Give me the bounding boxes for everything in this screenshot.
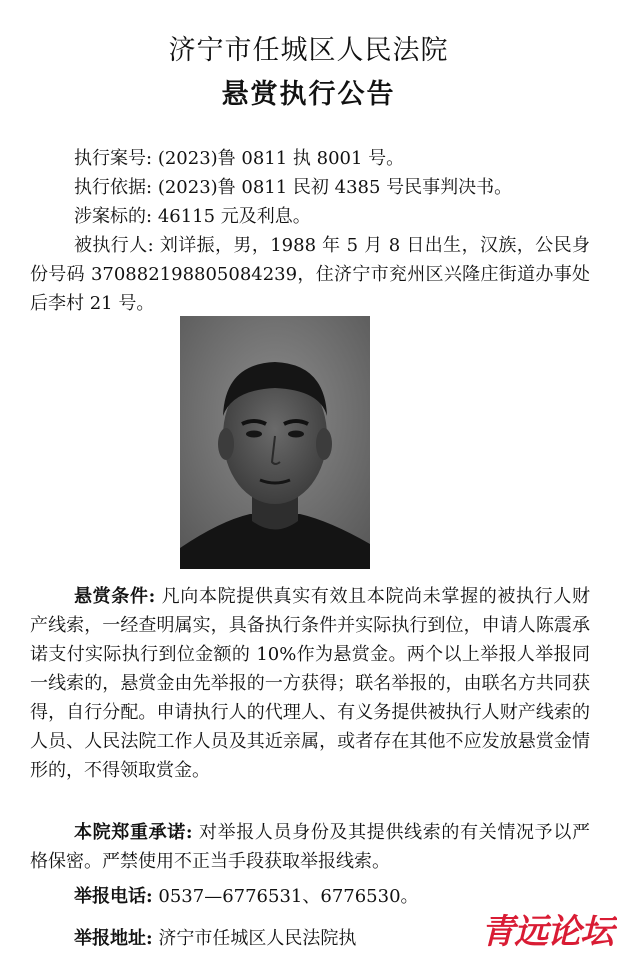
execution-basis-line — [30, 173, 590, 202]
case-number-label: 执行案号: — [74, 148, 153, 169]
case-number-line — [30, 144, 590, 173]
portrait-icon — [180, 316, 370, 569]
report-phone-label: 举报电话: — [74, 886, 153, 907]
reward-conditions-text: 凡向本院提供真实有效且本院尚未掌握的被执行人财产线索，一经查明属实，具备执行条件并实际执行到位，申请人陈震承诺支付实际执行到位金额的 10%作为悬赏金。两个以上举报人举报同一线索的，悬赏金由先举报的一方获得；联名举报的，由联名方共同获得，自行分配。申请执行人的代理人、有义务提供被执行人财产线索的人员、人民法院工作人员及其近亲属，或者存在其他不应发放悬赏金情形的，不得领取赏金。 — [30, 586, 590, 781]
execution-basis-value: (2023)鲁 0811 民初 4385 号民事判决书。 — [157, 177, 513, 198]
case-info — [30, 144, 590, 318]
report-phone-value: 0537—6776531、6776530。 — [158, 886, 419, 907]
report-address-label: 举报地址: — [74, 928, 153, 949]
forum-watermark: 青远论坛 — [481, 912, 613, 952]
person-photo — [180, 316, 370, 569]
amount-label: 涉案标的: — [74, 206, 153, 227]
amount-line — [30, 202, 590, 231]
respondent-paragraph — [30, 231, 590, 318]
reward-conditions-label: 悬赏条件: — [74, 586, 156, 607]
execution-basis-label: 执行依据: — [74, 177, 153, 198]
court-promise — [30, 818, 590, 876]
court-name: 济宁市任城区人民法院 — [168, 35, 449, 66]
respondent-label: 被执行人: — [74, 235, 154, 256]
case-number-value: (2023)鲁 0811 执 8001 号。 — [157, 148, 405, 169]
court-promise-label: 本院郑重承诺: — [74, 822, 193, 843]
report-phone — [30, 882, 590, 911]
amount-value: 46115 元及利息。 — [157, 206, 311, 227]
report-address-value: 济宁市任城区人民法院执 — [158, 928, 357, 949]
reward-conditions — [30, 582, 590, 785]
notice-title: 悬赏执行公告 — [221, 79, 396, 110]
respondent-value: 刘详振，男，1988 年 5 月 8 日出生，汉族，公民身份号码 370882198805084239，住济宁市兖州区兴隆庄街道办事处后李村 21 号。 — [30, 235, 590, 314]
court-promise-text: 对举报人员身份及其提供线索的有关情况予以严格保密。严禁使用不正当手段获取举报线索。 — [30, 822, 590, 872]
